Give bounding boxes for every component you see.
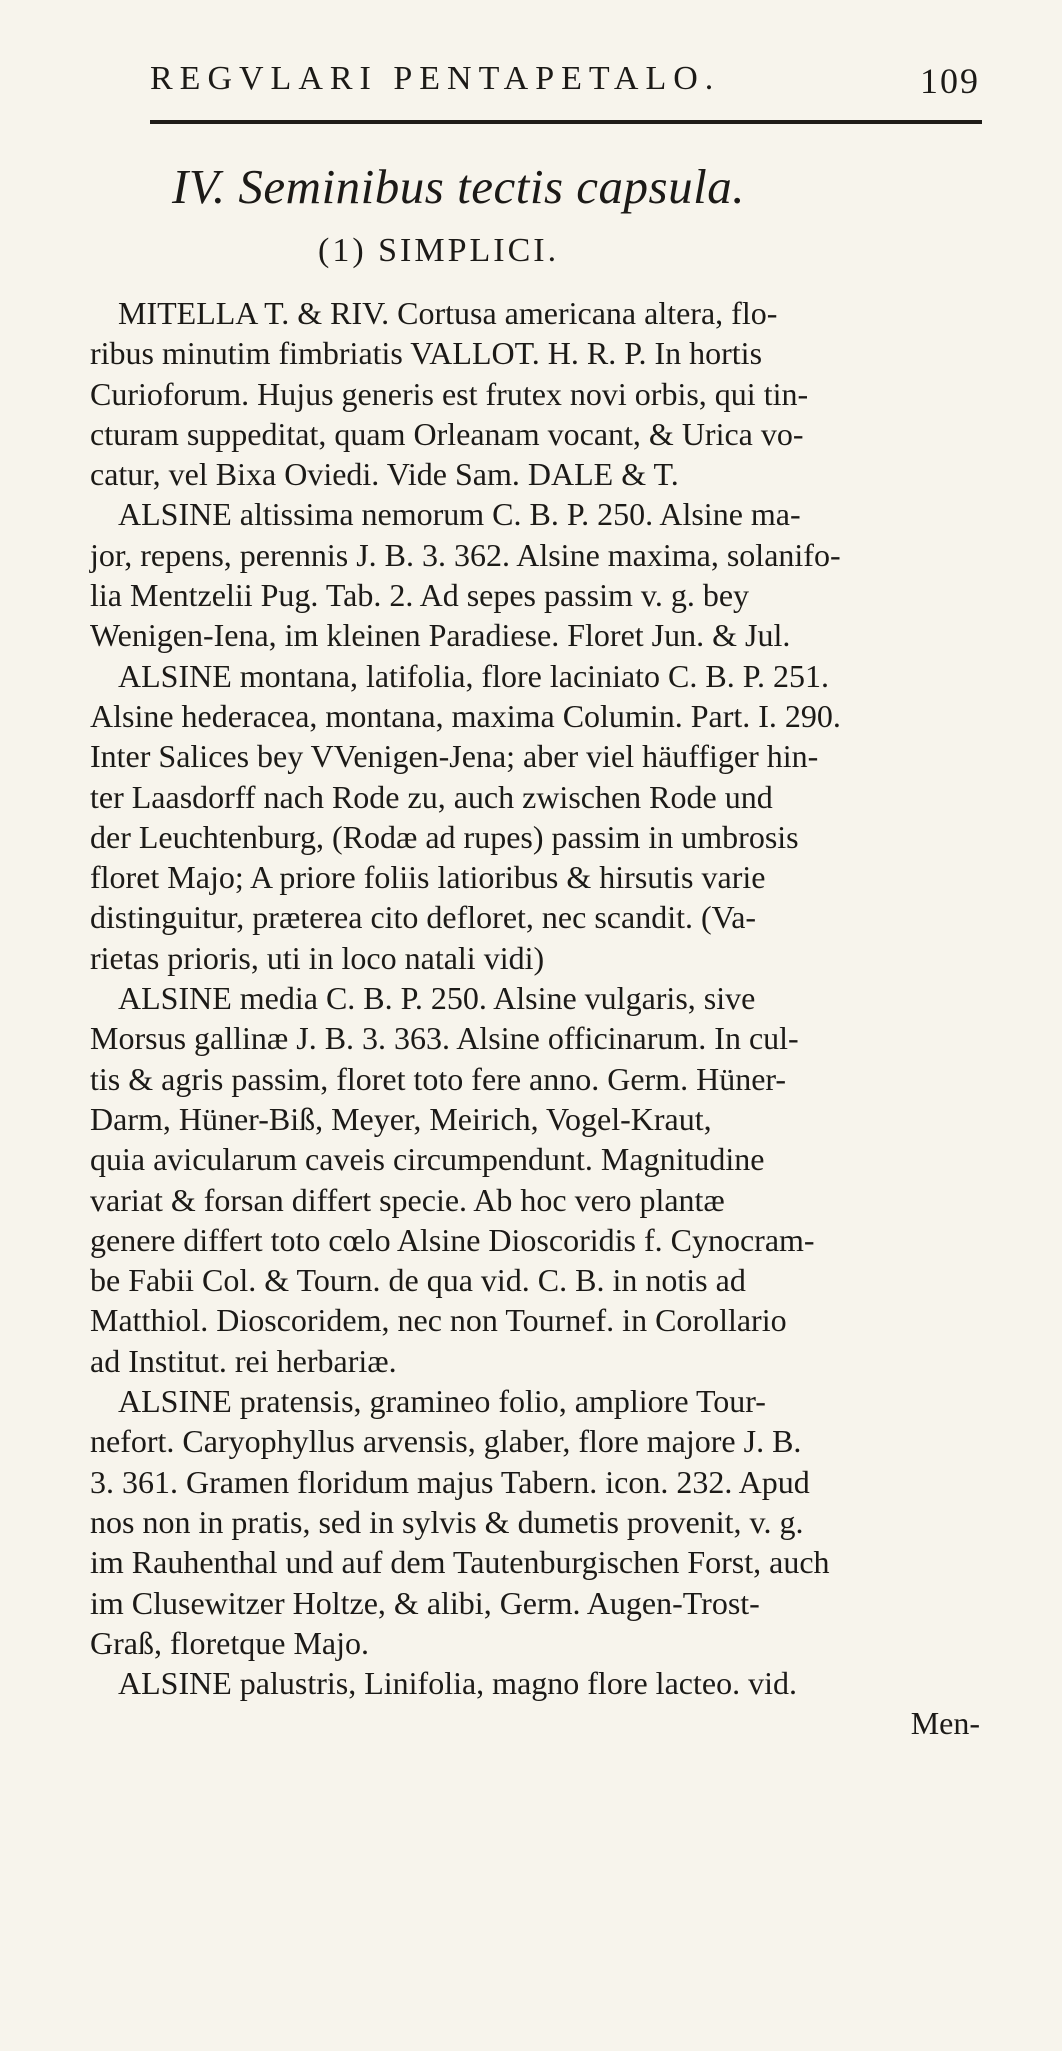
header-rule — [150, 120, 982, 124]
text-line: der Leuchtenburg, (Rodæ ad rupes) passim in umbrosis — [90, 818, 799, 855]
text-line: floret Majo; A priore foliis latioribus & hirsutis varie — [90, 859, 766, 896]
body-text — [90, 293, 990, 1744]
text-line: catur, vel Bixa Oviedi. Vide Sam. DALE & T. — [90, 456, 679, 493]
text-line: im Rauhenthal und auf dem Tautenburgischen Forst, auch — [90, 1544, 830, 1581]
subheading: (1) SIMPLICI. — [318, 232, 560, 269]
text-line: Alsine hederacea, montana, maxima Columin. Part. I. 290. — [90, 697, 841, 734]
text-line: Matthiol. Dioscoridem, nec non Tournef. in Corollario — [90, 1302, 787, 1339]
text-line: im Clusewitzer Holtze, & alibi, Germ. Augen-Trost- — [90, 1584, 760, 1621]
text-line: ALSINE palustris, Linifolia, magno flore lacteo. vid. — [118, 1665, 797, 1702]
text-line: Inter Salices bey VVenigen-Jena; aber viel häuffiger hin- — [90, 738, 819, 775]
text-line: quia avicularum caveis circumpendunt. Magnitudine — [90, 1141, 765, 1178]
text-line: nos non in pratis, sed in sylvis & dumetis provenit, v. g. — [90, 1503, 804, 1540]
text-line: cturam suppeditat, quam Orleanam vocant, & Urica vo- — [90, 415, 804, 452]
text-line: nefort. Caryophyllus arvensis, glaber, flore majore J. B. — [90, 1423, 802, 1460]
text-line: ter Laasdorff nach Rode zu, auch zwischen Rode und — [90, 778, 773, 815]
text-line: jor, repens, perennis J. B. 3. 362. Alsine maxima, solanifo- — [90, 536, 841, 573]
text-line: ALSINE montana, latifolia, flore laciniato C. B. P. 251. — [118, 657, 829, 694]
text-line: ALSINE media C. B. P. 250. Alsine vulgaris, sive — [118, 980, 756, 1017]
text-line: ad Institut. rei herbariæ. — [90, 1342, 397, 1379]
text-line: ALSINE pratensis, gramineo folio, ampliore Tour- — [118, 1383, 766, 1420]
text-line: Morsus gallinæ J. B. 3. 363. Alsine officinarum. In cul- — [90, 1020, 799, 1057]
text-line: Curioforum. Hujus generis est frutex novi orbis, qui tin- — [90, 375, 809, 412]
section-heading: IV. Seminibus tectis capsula. — [172, 159, 745, 214]
text-line: lia Mentzelii Pug. Tab. 2. Ad sepes passim v. g. bey — [90, 577, 750, 614]
text-line: be Fabii Col. & Tourn. de qua vid. C. B. in notis ad — [90, 1262, 746, 1299]
catchword: Men- — [910, 1705, 980, 1742]
text-line: distinguitur, præterea cito defloret, nec scandit. (Va- — [90, 899, 757, 936]
text-line: ribus minutim fimbriatis VALLOT. H. R. P. In hortis — [90, 335, 763, 372]
text-line: Graß, floretque Majo. — [90, 1624, 370, 1661]
text-line: tis & agris passim, floret toto fere anno. Germ. Hüner- — [90, 1060, 787, 1097]
text-line: 3. 361. Gramen floridum majus Tabern. icon. 232. Apud — [90, 1463, 810, 1500]
text-line: Darm, Hüner-Biß, Meyer, Meirich, Vogel-Kraut, — [90, 1100, 712, 1137]
text-line: rietas prioris, uti in loco natali vidi) — [90, 939, 545, 976]
text-line: genere differt toto cœlo Alsine Dioscoridis f. Cynocram- — [90, 1221, 815, 1258]
text-line: MITELLA T. & RIV. Cortusa americana altera, flo- — [118, 295, 778, 331]
text-line: Wenigen-Iena, im kleinen Paradiese. Floret Jun. & Jul. — [90, 617, 791, 654]
page-number: 109 — [920, 61, 980, 101]
text-line: ALSINE altissima nemorum C. B. P. 250. Alsine ma- — [118, 496, 801, 533]
running-head — [150, 60, 980, 110]
text-line: variat & forsan differt specie. Ab hoc vero plantæ — [90, 1181, 725, 1218]
running-title: REGVLARI PENTAPETALO. — [150, 60, 721, 97]
